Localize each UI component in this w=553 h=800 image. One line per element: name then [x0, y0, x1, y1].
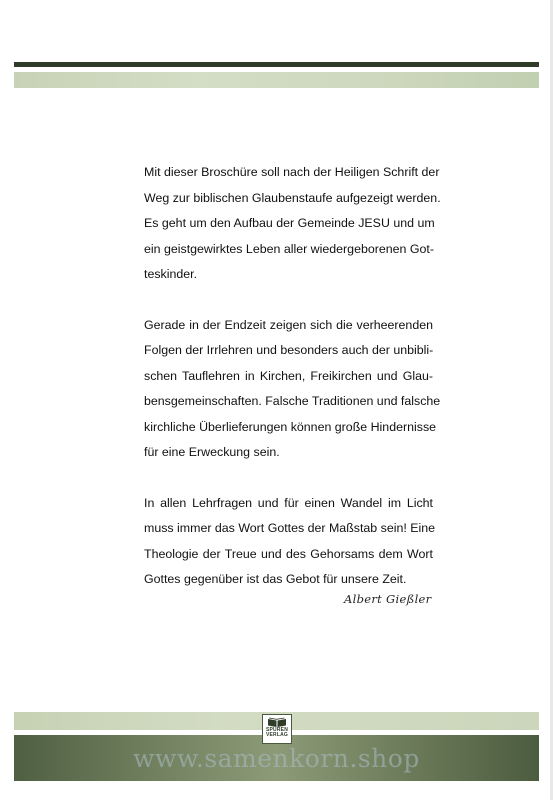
top-divider-light	[14, 72, 539, 88]
text-line: Mit dieser Broschüre soll nach der Heiligen Schrift der	[144, 165, 440, 179]
text-line: bensgemeinschaften. Falsche Traditionen und falsche	[144, 394, 441, 408]
text-line: muss immer das Wort Gottes der Maßstab sein! Eine	[144, 521, 436, 535]
text-line: Gerade in der Endzeit zeigen sich die verheerenden	[144, 317, 433, 332]
paragraph-3	[144, 491, 436, 593]
text-line: Weg zur biblischen Glaubenstaufe aufgezeigt werden.	[144, 190, 441, 205]
text-line: Es geht um den Aufbau der Gemeinde JESU und um	[144, 216, 435, 230]
watermark-url: www.samenkorn.shop	[133, 744, 420, 773]
publisher-logo	[262, 714, 292, 744]
publisher-name-line2: VERLAG	[265, 732, 289, 738]
paragraph-1	[144, 160, 441, 288]
text-line: für eine Erweckung sein.	[144, 445, 280, 459]
top-divider-dark	[14, 62, 539, 67]
text-line: teskinder.	[144, 267, 198, 281]
text-line: schen Tauflehren in Kirchen, Freikirchen und Glau-	[144, 368, 433, 383]
text-line: Theologie der Treue und des Gehorsams dem Wort	[144, 546, 433, 561]
paragraph-2	[144, 313, 441, 466]
text-line: ein geistgewirktes Leben aller wiedergeborenen Got-	[144, 241, 434, 256]
text-line: In allen Lehrfragen und für einen Wandel im Licht	[144, 495, 433, 510]
publisher-name-line1: SPUREN	[265, 727, 289, 733]
text-line: kirchliche Überlieferungen können große Hindernisse	[144, 419, 437, 434]
author-signature: Albert Gießler	[344, 592, 432, 606]
body-text	[144, 160, 441, 618]
text-line: Folgen der Irrlehren und besonders auch der unbibli-	[144, 343, 434, 357]
text-line: Gottes gegenüber ist das Gebot für unsere Zeit.	[144, 572, 407, 586]
